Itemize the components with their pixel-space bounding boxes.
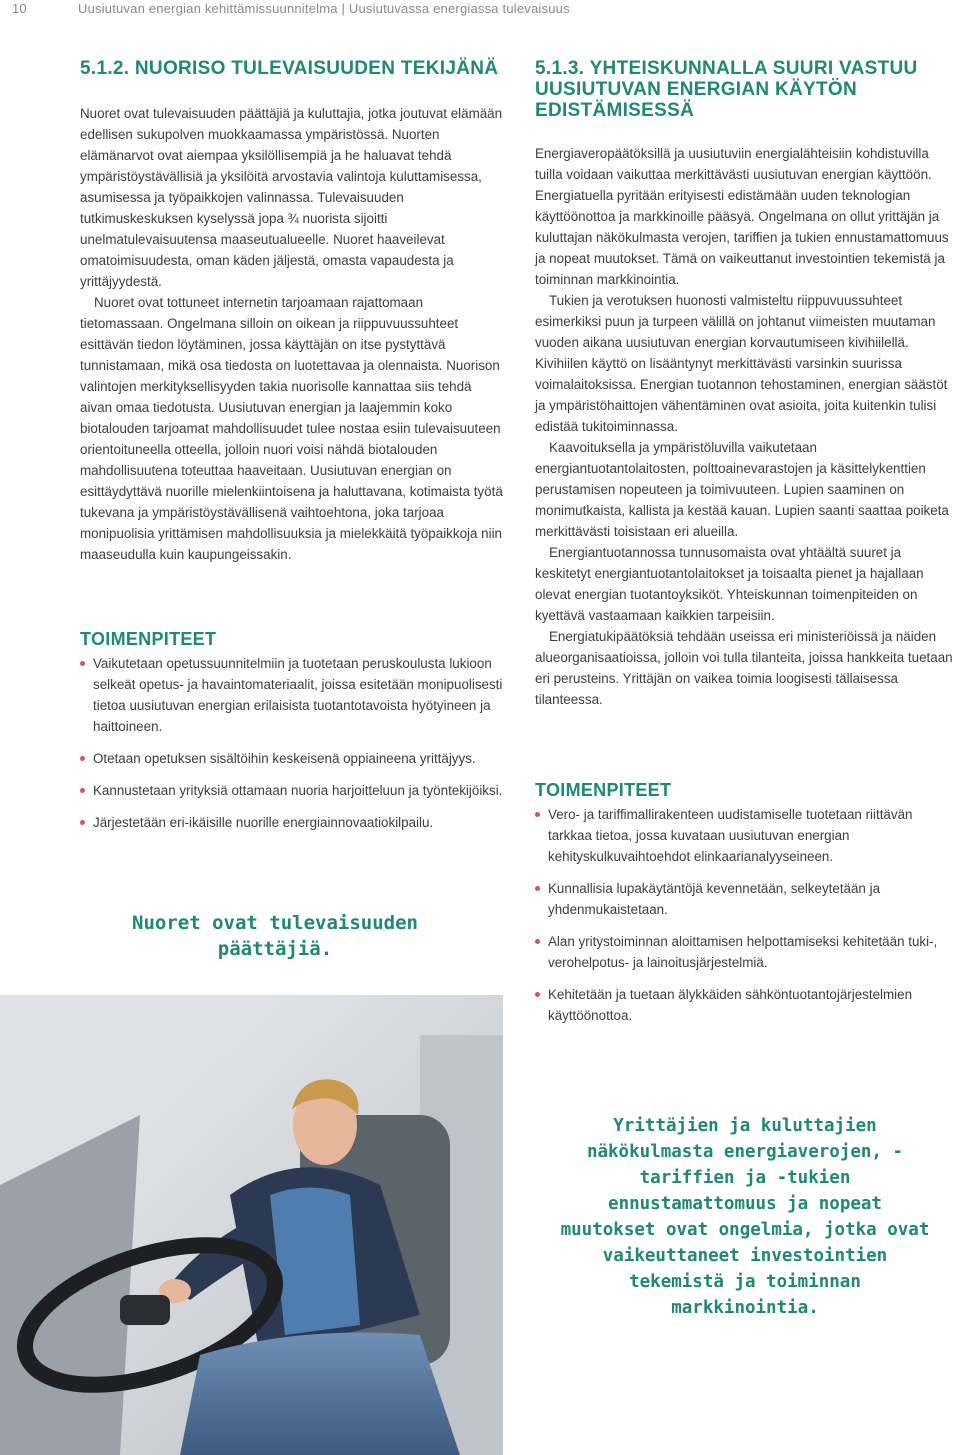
list-item: Vaikutetaan opetussuunnitelmiin ja tuotetaan peruskoulusta lukioon selkeät opetus- ja havaintomateriaalit, joissa esitetään monipuolisesti tietoa uusiutuvan energian erilaisista tuotantotavoista hyötyineen ja haittoineen. <box>80 653 504 737</box>
list-item: Kunnallisia lupakäytäntöjä kevennetään, selkeytetään ja yhdenmukaistetaan. <box>535 878 958 920</box>
left-pull-quote: Nuoret ovat tulevaisuuden päättäjiä. <box>132 912 418 960</box>
left-actions-list <box>80 653 504 833</box>
list-item: Vero- ja tariffimallirakenteen uudistamiselle tuotetaan riittävän tarkkaa tietoa, jossa kuvataan uusiutuvan energian kehityskulkuvaihtoehdot elinkaarianalyyseineen. <box>535 804 958 867</box>
left-body-text <box>80 103 504 565</box>
running-header <box>0 0 960 24</box>
right-actions-list <box>535 804 958 1026</box>
page-number: 10 <box>12 1 27 16</box>
right-paragraph-1: Energiaveropäätöksillä ja uusiutuviin energialähteisiin kohdistuvilla tuilla voidaan vaikuttaa merkittävästi uusiutuvan energian käyttöön. Energiatuella pyritään erityisesti edistämään uuden teknologian käyttöönottoa ja markkinoille pääsyä. Ongelmana on ollut yrittäjän ja kuluttajan näkökulmasta verojen, tariffien ja tukien ennustamattomuus ja nopeat muutokset. Tämä on vaikeuttanut investointien tekemistä ja toiminnan markkinointia. <box>535 146 949 287</box>
right-pull-quote: Yrittäjien ja kuluttajien näkökulmasta energiaverojen, -tariffien ja -tukien ennustamattomuus ja nopeat muutokset ovat ongelmia, jotka ovat vaikeuttaneet investointien tekemistä ja toiminnan markkinointia. <box>560 1116 930 1318</box>
section-heading-5-1-2: 5.1.2. NUORISO TULEVAISUUDEN TEKIJÄNÄ <box>80 58 499 79</box>
right-body-text <box>535 143 958 710</box>
left-paragraph-1: Nuoret ovat tulevaisuuden päättäjiä ja kuluttajia, jotka joutuvat elämään edellisen sukupolven muokkaamassa ympäristössä. Nuorten elämänarvot ovat aiempaa yksilöllisempiä ja he haluavat tehdä ympäristöystävällisiä ja yksilöitä arvostavia valintoja kuluttamisessa, asumisessa ja työpaikkojen valinnassa. Tulevaisuuden tutkimuskeskuksen kyselyssä jopa ¾ nuorista sijoitti unelmatulevaisuutensa maaseutualueelle. Nuoret haaveilevat omatoimisuudesta, oman käden jäljestä, omasta vapaudesta ja yrittäjyydestä. <box>80 106 503 289</box>
list-item: Järjestetään eri-ikäisille nuorille energiainnovaatiokilpailu. <box>80 812 504 833</box>
right-paragraph-4: Energiantuotannossa tunnusomaista ovat yhtäältä suuret ja keskitetyt energiantuotantolaitokset ja toisaalta pienet ja hajallaan olevat energian tuotantoyksiköt. Yhteiskunnan toimenpiteiden on kyettävä vastaamaan kaikkien tarpeisiin. <box>535 545 924 623</box>
left-column <box>80 58 504 844</box>
section-heading-5-1-3: 5.1.3. YHTEISKUNNALLA SUURI VASTUU UUSIUTUVAN ENERGIAN KÄYTÖN EDISTÄMISESSÄ <box>535 58 918 121</box>
list-item: Otetaan opetuksen sisältöihin keskeisenä oppiaineena yrittäjyys. <box>80 748 504 769</box>
photo-illustration <box>0 995 503 1455</box>
left-paragraph-2: Nuoret ovat tottuneet internetin tarjoamaan rajattomaan tietomassaan. Ongelmana silloin on oikean ja riippuvuussuhteet esittävän tiedon löytäminen, jossa käyttäjän on itse pystyttävä tunnistamaan, mikä osa tiedosta on luotettavaa ja olennaista. Nuorison valintojen merkityksellisyyden takia nuorisolle kannattaa siis tehdä aivan omaa tiedotusta. Uusiutuvan energian ja laajemmin koko biotalouden tarjoamat mahdollisuudet tulee nostaa esiin tulevaisuuteen orientoituneella otteella, jolloin nuori voisi nähdä biotalouden mahdollisuutena toteuttaa haaveitaan. Uusiutuvan energian on esittäydyttävä nuorille mielenkiintoisena ja haluttavana, kotimaista työtä tukevana ja ympäristöystävällisenä vaihtoehtona, joka tarjoaa monipuolisia yrittämisen mahdollisuuksia ja mielekkäitä työpaikkoja niin maaseudulla kuin kaupungeissakin. <box>80 295 503 562</box>
list-item: Kannustetaan yrityksiä ottamaan nuoria harjoitteluun ja työntekijöiksi. <box>80 780 504 801</box>
right-column <box>535 58 958 1037</box>
list-item: Kehitetään ja tuetaan älykkäiden sähköntuotantojärjestelmien käyttöönottoa. <box>535 984 958 1026</box>
running-title: Uusiutuvan energian kehittämissuunnitelma | Uusiutuvassa energiassa tulevaisuus <box>78 1 570 16</box>
right-actions-title: TOIMENPITEET <box>535 780 672 800</box>
right-paragraph-3: Kaavoituksella ja ympäristöluvilla vaikutetaan energiantuotantolaitosten, polttoainevarastojen ja käsittelykenttien perustamisen nopeuteen ja toimivuuteen. Lupien saaminen on monimutkaista, kallista ja kestää kauan. Lupien saanti saattaa poiketa merkittävästi toisistaan eri alueilla. <box>535 440 949 539</box>
left-actions-title: TOIMENPITEET <box>80 629 217 649</box>
photo-young-man-driving-truck <box>0 995 503 1455</box>
list-item: Alan yritystoiminnan aloittamisen helpottamiseksi kehitetään tuki-, verohelpotus- ja lainoitusjärjestelmiä. <box>535 931 958 973</box>
right-paragraph-5: Energiatukipäätöksiä tehdään useissa eri ministeriöissä ja näiden alueorganisaatioissa, jolloin voi tulla tilanteita, joissa hankkeita tuetaan eri perusteins. Yrittäjän on vaikea toimia loogisesti tällaisessa tilanteessa. <box>535 629 953 707</box>
right-paragraph-2: Tukien ja verotuksen huonosti valmisteltu riippuvuussuhteet esimerkiksi puun ja turpeen välillä on johtanut viimeisten muutaman vuoden aikana uusiutuvan energian korvautumiseen kivihiilellä. Kivihiilen käyttö on lisääntynyt merkittävästi varsinkin suurissa voimalaitoksissa. Energian tuotannon tehostaminen, energian säästöt ja ympäristöhaittojen vähentäminen ovat asioita, joita kuitenkin tulisi edistää tukitoiminnassa. <box>535 293 948 434</box>
